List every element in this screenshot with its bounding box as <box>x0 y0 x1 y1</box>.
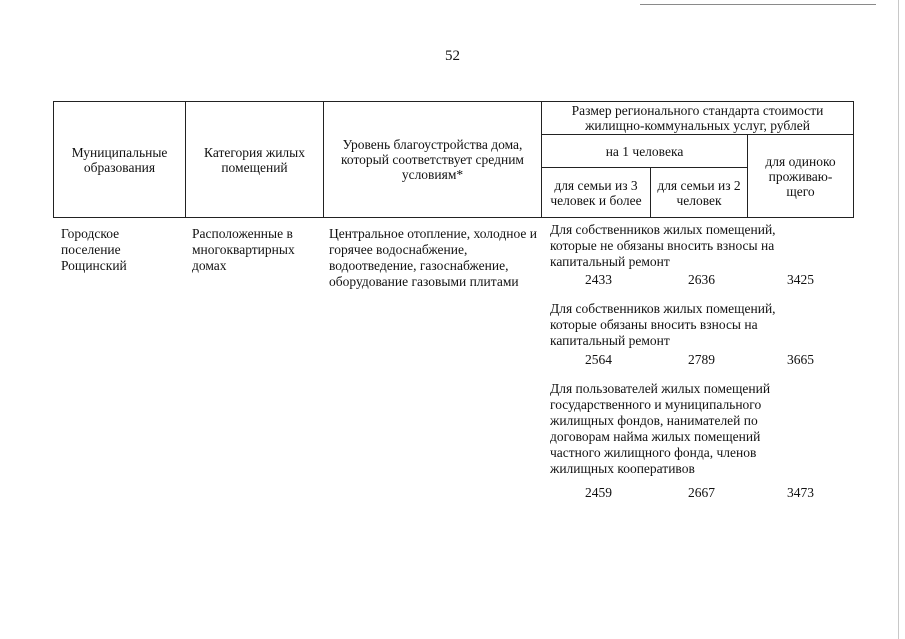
value-single-2: 3665 <box>787 352 814 367</box>
value-single-3: 3473 <box>787 485 814 500</box>
header-family-2: для семьи из 2 человек <box>651 168 748 218</box>
value-family3-2: 2564 <box>585 352 612 367</box>
header-single: для одиноко проживаю-щего <box>748 135 854 218</box>
scan-edge-line-right <box>898 0 899 639</box>
page-number: 52 <box>445 48 460 64</box>
scan-edge-line <box>640 4 876 5</box>
header-level: Уровень благоустройства дома, который соответствует средним условиям* <box>324 102 542 218</box>
group-label-2: Для собственников жилых помещений, которые обязаны вносить взносы на капитальный ремонт <box>550 301 776 348</box>
group-label-1: Для собственников жилых помещений, которые не обязаны вносить взносы на капитальный ремонт <box>550 222 776 269</box>
header-family-3: для семьи из 3 человек и более <box>542 168 651 218</box>
header-standard: Размер регионального стандарта стоимости жилищно-коммунальных услуг, рублей <box>542 102 854 135</box>
cell-level: Центральное отопление, холодное и горячее водоснабжение, водоотведение, газоснабжение, оборудование газовыми плитами <box>329 226 537 289</box>
header-per-person: на 1 человека <box>542 135 748 168</box>
cell-category: Расположенные в многоквартирных домах <box>192 226 295 273</box>
header-category: Категория жилых помещений <box>186 102 324 218</box>
value-family3-3: 2459 <box>585 485 612 500</box>
value-family2-3: 2667 <box>688 485 715 500</box>
value-family3-1: 2433 <box>585 272 612 287</box>
header-municipality: Муниципальные образования <box>54 102 186 218</box>
group-label-3: Для пользователей жилых помещений государственного и муниципального жилищных фондов, нанимателей по договорам найма жилых помещений частного жилищного фонда, членов жилищных кооперативов <box>550 381 771 476</box>
table-header <box>53 101 854 218</box>
value-single-1: 3425 <box>787 272 814 287</box>
cell-municipality: Городское поселение Рощинский <box>61 226 127 273</box>
value-family2-2: 2789 <box>688 352 715 367</box>
value-family2-1: 2636 <box>688 272 715 287</box>
